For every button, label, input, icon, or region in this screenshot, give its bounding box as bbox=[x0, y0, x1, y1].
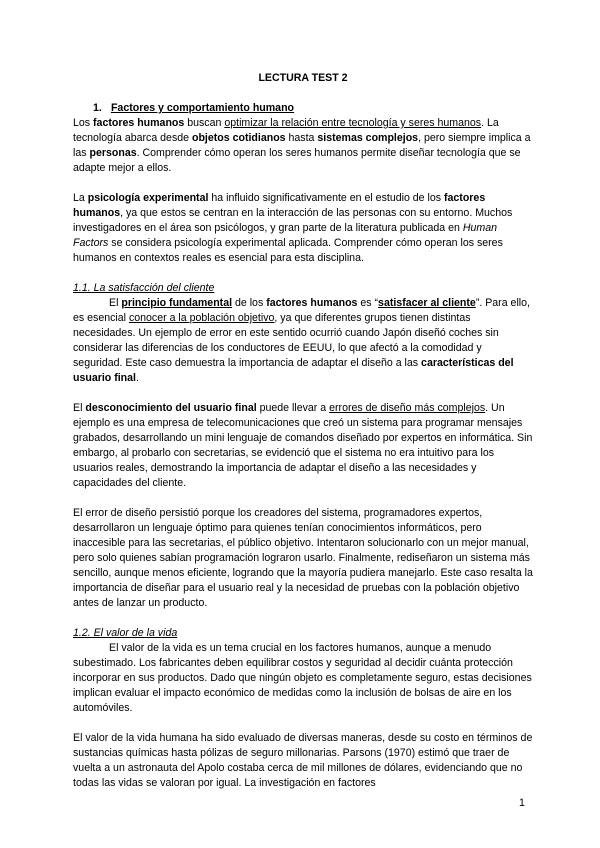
section-heading-1 bbox=[73, 101, 533, 116]
paragraph-valor-vida: El valor de la vida es un tema crucial en los factores humanos, aunque a menudo subestimado. Los fabricantes deben equilibrar costos y seguridad al decidir cuánta protección incorporar en sus productos. Dado que ningún objeto es completamente seguro, estas decisiones implican evaluar el impacto económico de medidas como la inclusión de bolsas de aire en los automóviles. bbox=[73, 642, 532, 714]
page-number: 1 bbox=[519, 797, 525, 809]
paragraph-principio-fundamental: El principio fundamental de los factores humanos es “satisfacer al cliente”. Para ello, es esencial conocer a la población objetivo, ya que diferentes grupos tienen distintas necesidades. Un ejemplo de error en este sentido ocurrió cuando Japón diseñó coches sin considerar las diferencias de los conductores de EEUU, lo que afectó a la comodidad y seguridad. Este caso demuestra la importancia de adaptar el diseño a las características del usuario final. bbox=[73, 297, 530, 384]
paragraph-psicologia-experimental: La psicología experimental ha influido significativamente en el estudio de los factores humanos, ya que estos se centran en la interacción de las personas con su entorno. Muchos investigadores en el área son psicólogos, y gran parte de la literatura publicada en Human Factors se considera psicología experimental aplicada. Comprender cómo operan los seres humanos en contextos reales es esencial para esta disciplina. bbox=[73, 192, 513, 264]
subsection-heading-satisfaccion: 1.1. La satisfacción del cliente bbox=[73, 282, 215, 294]
section-title: Factores y comportamiento humano bbox=[110, 102, 295, 114]
document-title: LECTURA TEST 2 bbox=[258, 72, 348, 84]
paragraph-error-diseno: El error de diseño persistió porque los creadores del sistema, programadores expertos, desarrollaron un lenguaje óptimo para quienes tenían conocimientos informáticos, pero inaccesible para las secretarias, el público objetivo. Intentaron solucionarlo con un mejor manual, pero solo quienes sabían programación lograron usarlo. Finalmente, rediseñaron un sistema más sencillo, aunque menos eficiente, logrando que la mayoría pudiera manejarlo. Este caso resalta la importancia de diseñar para el usuario real y la necesidad de pruebas con la población objetivo antes de lanzar un producto. bbox=[73, 507, 533, 609]
page-content bbox=[73, 71, 533, 791]
paragraph-desconocimiento-usuario: El desconocimiento del usuario final puede llevar a errores de diseño más complejos. Un ejemplo es una empresa de telecomunicaciones que creó un sistema para programar mensajes grabados, desarrollando un mini lenguaje de comandos diseñado por expertos en informática. Sin embargo, al probarlo con secretarias, se evidenció que el sistema no era intuitivo para los usuarios reales, demostrando la importancia de adaptar el diseño a las necesidades y capacidades del cliente. bbox=[73, 402, 533, 489]
section-number: 1. bbox=[93, 102, 102, 114]
subsection-heading-valor-vida: 1.2. El valor de la vida bbox=[73, 627, 178, 639]
paragraph-factores-humanos: Los factores humanos buscan optimizar la relación entre tecnología y seres humanos. La tecnología abarca desde objetos cotidianos hasta sistemas complejos, pero siempre implica a las personas. Comprender cómo operan los seres humanos permite diseñar tecnología que se adapte mejor a ellos. bbox=[73, 117, 531, 174]
paragraph-valor-vida-humana: El valor de la vida humana ha sido evaluado de diversas maneras, desde su costo en términos de sustancias químicas hasta pólizas de seguro millonarias. Parsons (1970) estimó que traer de vuelta a un astronauta del Apolo costaba cerca de mil millones de dólares, evidenciando que no todas las vidas se valoran por igual. La investigación en factores bbox=[73, 732, 533, 789]
